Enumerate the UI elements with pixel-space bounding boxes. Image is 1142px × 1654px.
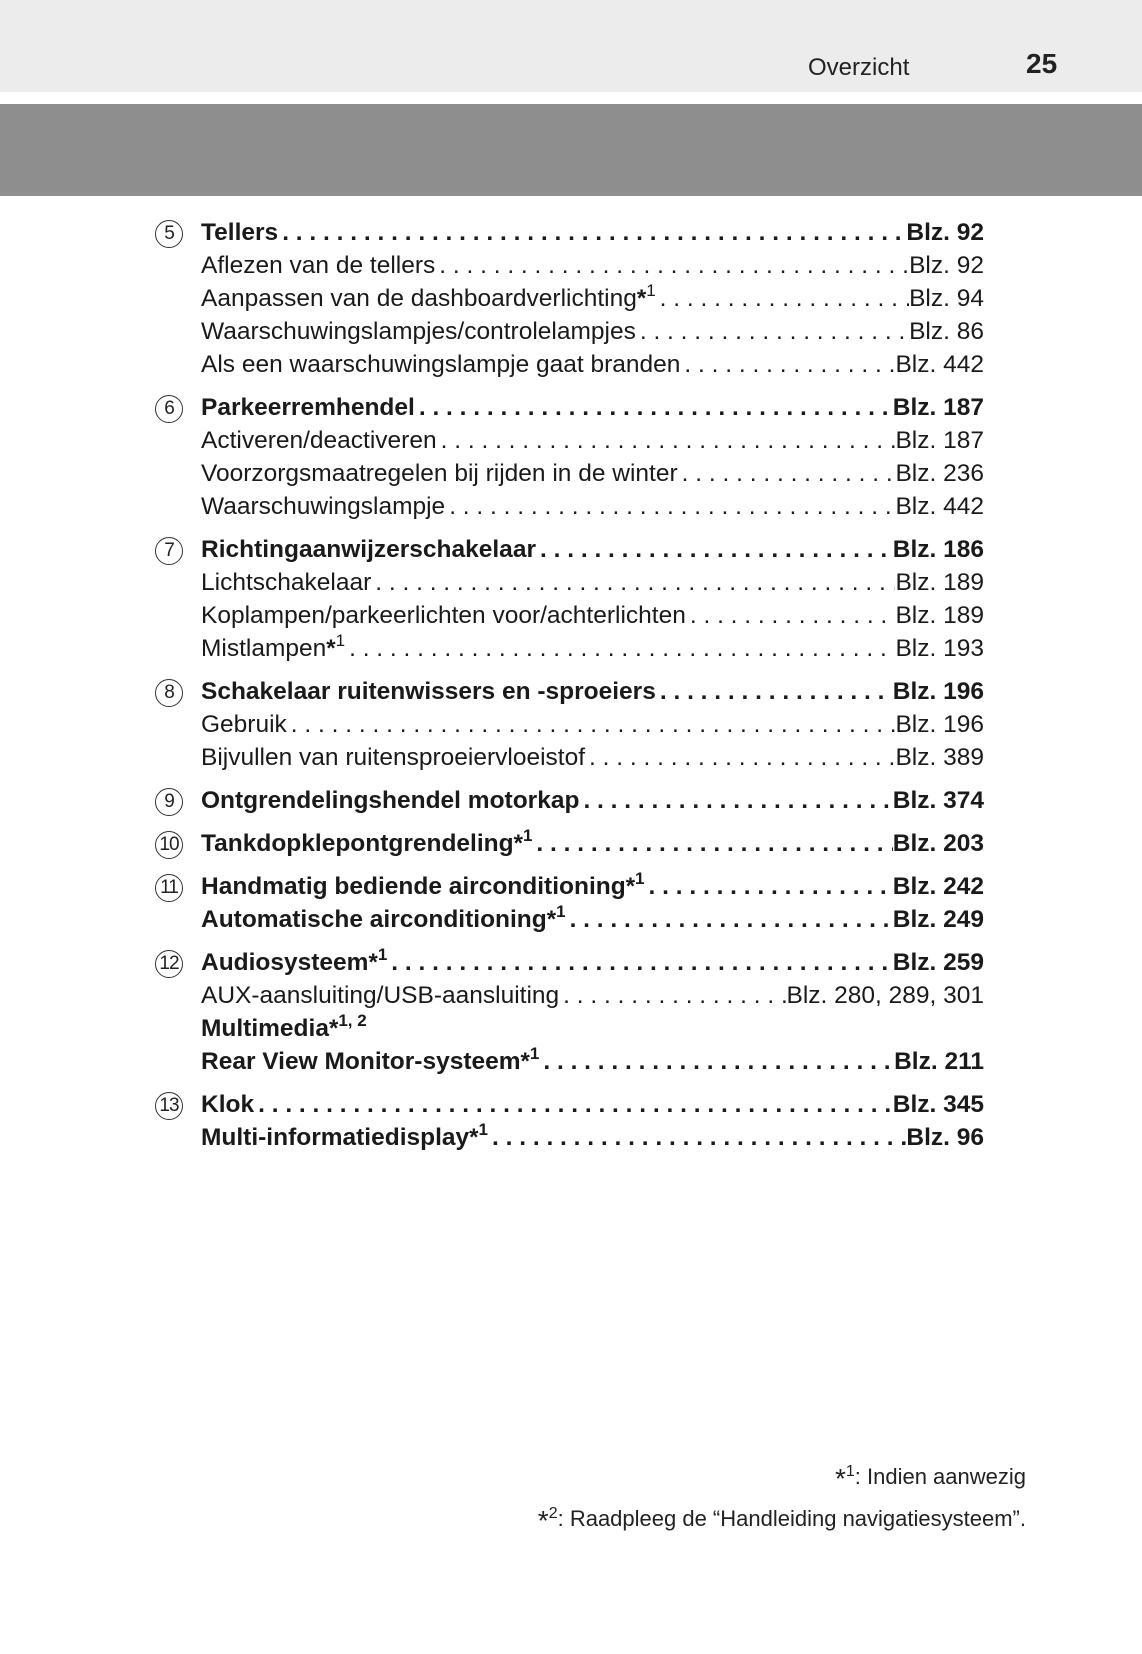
header-gray-band — [0, 104, 1142, 196]
toc-entry-title: Automatische airconditioning — [201, 906, 547, 933]
toc-section — [150, 391, 984, 523]
toc-heading[interactable] — [201, 675, 984, 708]
page-reference: Blz. 96 — [906, 1124, 984, 1151]
toc-entry[interactable] — [201, 249, 984, 282]
footnote-marker: *$^1$ — [326, 631, 346, 662]
toc-entry-title: Audiosysteem — [201, 949, 369, 976]
footnote-marker: *$^1$ — [469, 1120, 488, 1151]
dot-leader — [437, 424, 896, 457]
dot-leader — [566, 903, 893, 936]
page-reference: Blz. 92 — [906, 219, 984, 246]
footnote-text: : Raadpleeg de “Handleiding navigatiesysteem”. — [557, 1506, 1026, 1531]
toc-entry-title: Multi-informatiedisplay — [201, 1124, 470, 1151]
callout-number-badge: 5 — [155, 220, 183, 248]
dot-leader — [287, 708, 896, 741]
toc-entry-title: Gebruik — [201, 711, 287, 738]
page-reference: Blz. 196 — [895, 711, 984, 738]
toc-heading[interactable] — [201, 827, 984, 860]
dot-leader — [415, 391, 893, 424]
page-reference: Blz. 442 — [895, 493, 984, 520]
toc-section — [150, 946, 984, 1078]
toc-entry-title: Klok — [201, 1091, 255, 1118]
page-reference: Blz. 249 — [892, 906, 984, 933]
section-title: Overzicht — [808, 54, 910, 81]
page-reference: Blz. 389 — [895, 744, 984, 771]
toc-entry-title: Tellers — [201, 219, 279, 246]
footnote: *$^2$: Raadpleeg de “Handleiding navigatiesysteem”. — [537, 1505, 1026, 1536]
table-of-contents — [150, 216, 984, 1164]
toc-entry-title: Parkeerremhendel — [201, 394, 415, 421]
dot-leader — [387, 946, 892, 979]
toc-entry-title: Lichtschakelaar — [201, 569, 372, 596]
toc-entry[interactable] — [201, 348, 984, 381]
toc-entry[interactable] — [201, 424, 984, 457]
toc-heading[interactable] — [201, 1012, 984, 1045]
callout-number-badge: 10 — [155, 831, 183, 859]
toc-heading[interactable] — [201, 533, 984, 566]
dot-leader — [656, 282, 909, 315]
callout-number-badge: 12 — [155, 950, 183, 978]
dot-leader — [488, 1121, 906, 1154]
footnote-marker: *$^1$ — [546, 902, 566, 933]
footnote-marker: *$^{1, 2}$ — [328, 1011, 367, 1042]
footnote-marker: *$^1$ — [636, 281, 656, 312]
page-reference: Blz. 94 — [909, 285, 984, 312]
toc-entry-title: Ontgrendelingshendel motorkap — [201, 787, 580, 814]
toc-entry-title: Aanpassen van de dashboardverlichting — [201, 285, 637, 312]
dot-leader — [656, 675, 893, 708]
toc-heading[interactable] — [201, 870, 984, 903]
callout-number-badge: 11 — [155, 874, 183, 902]
footnote: *$^1$: Indien aanwezig — [834, 1463, 1026, 1494]
toc-entry-title: Schakelaar ruitenwissers en -sproeiers — [201, 678, 656, 705]
page-reference: Blz. 189 — [895, 569, 984, 596]
page-reference: Blz. 187 — [895, 427, 984, 454]
toc-entry[interactable] — [201, 708, 984, 741]
toc-entry[interactable] — [201, 741, 984, 774]
footnote-marker: *$^1$ — [625, 869, 645, 900]
dot-leader — [585, 741, 895, 774]
dot-leader — [254, 1088, 893, 1121]
toc-heading[interactable] — [201, 784, 984, 817]
dot-leader — [371, 566, 895, 599]
page-reference: Blz. 186 — [892, 536, 984, 563]
page-reference: Blz. 442 — [895, 351, 984, 378]
toc-entry-title: Bijvullen van ruitensproeiervloeistof — [201, 744, 586, 771]
callout-number-badge: 9 — [155, 788, 183, 816]
header-band — [0, 0, 1142, 92]
toc-heading[interactable] — [201, 216, 984, 249]
dot-leader — [539, 1045, 894, 1078]
toc-entry[interactable] — [201, 315, 984, 348]
page-reference: Blz. 236 — [895, 460, 984, 487]
toc-heading[interactable] — [201, 1121, 984, 1154]
page-reference: Blz. 187 — [892, 394, 984, 421]
dot-leader — [686, 599, 896, 632]
page-reference: Blz. 259 — [892, 949, 984, 976]
footnote-marker: *$^1$ — [520, 1044, 540, 1075]
footnote-text: : Indien aanwezig — [854, 1464, 1026, 1489]
toc-heading[interactable] — [201, 391, 984, 424]
header-divider — [0, 92, 1142, 104]
page-reference: Blz. 196 — [892, 678, 984, 705]
toc-entry[interactable] — [201, 979, 984, 1012]
toc-entry[interactable] — [201, 457, 984, 490]
toc-heading[interactable] — [201, 1045, 984, 1078]
callout-number-badge: 6 — [155, 395, 183, 423]
toc-entry-title: Aflezen van de tellers — [201, 252, 436, 279]
toc-entry-title: AUX-aansluiting/USB-aansluiting — [201, 982, 560, 1009]
page-reference: Blz. 193 — [895, 635, 984, 662]
toc-entry-title: Tankdopklepontgrendeling — [201, 830, 514, 857]
page-reference: Blz. 374 — [892, 787, 984, 814]
toc-section — [150, 1088, 984, 1154]
callout-number-badge: 13 — [155, 1092, 183, 1120]
page-reference: Blz. 242 — [892, 873, 984, 900]
dot-leader — [435, 249, 909, 282]
page-reference: Blz. 345 — [892, 1091, 984, 1118]
dot-leader — [536, 533, 893, 566]
toc-entry-title: Als een waarschuwingslampje gaat branden — [201, 351, 681, 378]
toc-section — [150, 675, 984, 774]
dot-leader — [445, 490, 895, 523]
dot-leader — [532, 827, 892, 860]
dot-leader — [579, 784, 892, 817]
page-reference: Blz. 280, 289, 301 — [786, 982, 984, 1009]
page-reference: Blz. 203 — [892, 830, 984, 857]
toc-entry-title: Multimedia — [201, 1015, 329, 1042]
page-reference: Blz. 211 — [894, 1048, 984, 1075]
toc-entry-title: Mistlampen — [201, 635, 327, 662]
toc-heading[interactable] — [201, 1088, 984, 1121]
toc-entry[interactable] — [201, 490, 984, 523]
toc-section — [150, 533, 984, 665]
toc-entry[interactable] — [201, 282, 984, 315]
footnote-marker: *$^1$ — [368, 945, 388, 976]
dot-leader — [645, 870, 893, 903]
dot-leader — [278, 216, 906, 249]
toc-entry[interactable] — [201, 566, 984, 599]
toc-entry-title: Activeren/deactiveren — [201, 427, 437, 454]
toc-section — [150, 827, 984, 860]
footnotes — [538, 1456, 1026, 1540]
dot-leader — [636, 315, 909, 348]
toc-section — [150, 784, 984, 817]
toc-entry-title: Koplampen/parkeerlichten voor/achterlichten — [201, 602, 686, 629]
page-reference: Blz. 86 — [909, 318, 984, 345]
dot-leader — [680, 348, 895, 381]
dot-leader — [678, 457, 896, 490]
dot-leader — [559, 979, 786, 1012]
toc-heading[interactable] — [201, 946, 984, 979]
page-reference: Blz. 92 — [909, 252, 984, 279]
toc-entry-title: Handmatig bediende airconditioning — [201, 873, 626, 900]
toc-entry-title: Voorzorgsmaatregelen bij rijden in de winter — [201, 460, 678, 487]
toc-section — [150, 870, 984, 936]
dot-leader — [345, 632, 895, 665]
toc-entry[interactable] — [201, 632, 984, 665]
toc-heading[interactable] — [201, 903, 984, 936]
footnote-marker: *$^1$ — [513, 826, 533, 857]
toc-entry-title: Waarschuwingslampje — [201, 493, 446, 520]
toc-entry[interactable] — [201, 599, 984, 632]
callout-number-badge: 7 — [155, 537, 183, 565]
toc-entry-title: Waarschuwingslampjes/controlelampjes — [201, 318, 636, 345]
toc-entry-title: Richtingaanwijzerschakelaar — [201, 536, 536, 563]
page-number: 25 — [1026, 48, 1058, 79]
toc-entry-title: Rear View Monitor-systeem — [201, 1048, 521, 1075]
callout-number-badge: 8 — [155, 679, 183, 707]
toc-section — [150, 216, 984, 381]
page-reference: Blz. 189 — [895, 602, 984, 629]
